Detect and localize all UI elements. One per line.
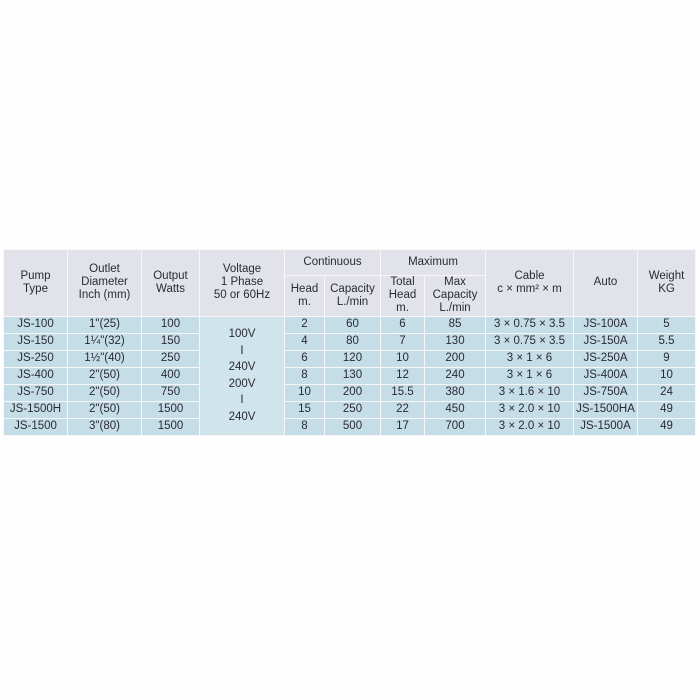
cell-total-head: 22 — [381, 401, 425, 418]
table-row — [4, 316, 696, 333]
cell-max-capacity: 240 — [425, 367, 486, 384]
cell-capacity: 130 — [325, 367, 381, 384]
cell-capacity: 250 — [325, 401, 381, 418]
cell-cable: 3 × 0.75 × 3.5 — [486, 316, 574, 333]
cell-total-head: 12 — [381, 367, 425, 384]
cell-auto: JS-1500A — [574, 418, 638, 435]
cell-head: 8 — [285, 418, 325, 435]
table-row — [4, 418, 696, 435]
cell-head: 4 — [285, 333, 325, 350]
cell-pump-type: JS-150 — [4, 333, 68, 350]
cell-outlet: 2"(50) — [68, 384, 142, 401]
cell-output-watts: 1500 — [142, 401, 200, 418]
table-row — [4, 401, 696, 418]
cell-total-head: 17 — [381, 418, 425, 435]
cell-capacity: 120 — [325, 350, 381, 367]
cell-head: 6 — [285, 350, 325, 367]
cell-pump-type: JS-750 — [4, 384, 68, 401]
cell-weight: 9 — [638, 350, 696, 367]
cell-auto: JS-400A — [574, 367, 638, 384]
header-weight: Weight KG — [638, 250, 696, 317]
cell-cable: 3 × 0.75 × 3.5 — [486, 333, 574, 350]
table-row — [4, 350, 696, 367]
cell-auto: JS-100A — [574, 316, 638, 333]
table-body — [4, 316, 696, 435]
cell-max-capacity: 85 — [425, 316, 486, 333]
cell-auto: JS-750A — [574, 384, 638, 401]
voltage-line: 240V — [228, 410, 256, 423]
cell-cable: 3 × 1 × 6 — [486, 350, 574, 367]
header-outlet: Outlet Diameter Inch (mm) — [68, 250, 142, 317]
header-pump-type: Pump Type — [4, 250, 68, 317]
cell-weight: 24 — [638, 384, 696, 401]
cell-total-head: 7 — [381, 333, 425, 350]
cell-voltage — [200, 316, 285, 435]
header-total-head: Total Head m. — [381, 276, 425, 317]
header-cable: Cable c × mm² × m — [486, 250, 574, 317]
cell-max-capacity: 200 — [425, 350, 486, 367]
pump-spec-table — [3, 249, 696, 436]
table-row — [4, 367, 696, 384]
header-output: Output Watts — [142, 250, 200, 317]
cell-head: 10 — [285, 384, 325, 401]
cell-weight: 5 — [638, 316, 696, 333]
cell-auto: JS-1500HA — [574, 401, 638, 418]
cell-output-watts: 1500 — [142, 418, 200, 435]
header-maximum: Maximum — [381, 250, 486, 276]
cell-head: 2 — [285, 316, 325, 333]
cell-max-capacity: 130 — [425, 333, 486, 350]
header-head: Head m. — [285, 276, 325, 317]
cell-max-capacity: 700 — [425, 418, 486, 435]
table-row — [4, 384, 696, 401]
cell-cable: 3 × 1 × 6 — [486, 367, 574, 384]
header-capacity: Capacity L./min — [325, 276, 381, 317]
header-continuous: Continuous — [285, 250, 381, 276]
cell-capacity: 500 — [325, 418, 381, 435]
table-row — [4, 333, 696, 350]
header-max-capacity: Max Capacity L./min — [425, 276, 486, 317]
cell-outlet: 2"(50) — [68, 401, 142, 418]
cell-pump-type: JS-400 — [4, 367, 68, 384]
cell-output-watts: 250 — [142, 350, 200, 367]
voltage-line: 200V — [228, 377, 256, 390]
cell-pump-type: JS-1500 — [4, 418, 68, 435]
cell-auto: JS-250A — [574, 350, 638, 367]
cell-pump-type: JS-1500H — [4, 401, 68, 418]
cell-weight: 5.5 — [638, 333, 696, 350]
voltage-line: I — [240, 344, 244, 357]
cell-capacity: 200 — [325, 384, 381, 401]
cell-max-capacity: 380 — [425, 384, 486, 401]
cell-weight: 49 — [638, 418, 696, 435]
cell-output-watts: 750 — [142, 384, 200, 401]
cell-outlet: 3"(80) — [68, 418, 142, 435]
cell-cable: 3 × 2.0 × 10 — [486, 401, 574, 418]
cell-output-watts: 100 — [142, 316, 200, 333]
cell-pump-type: JS-250 — [4, 350, 68, 367]
cell-max-capacity: 450 — [425, 401, 486, 418]
cell-outlet: 1¼"(32) — [68, 333, 142, 350]
cell-weight: 10 — [638, 367, 696, 384]
cell-output-watts: 400 — [142, 367, 200, 384]
cell-capacity: 80 — [325, 333, 381, 350]
cell-auto: JS-150A — [574, 333, 638, 350]
cell-total-head: 15.5 — [381, 384, 425, 401]
voltage-line: I — [240, 394, 244, 407]
cell-pump-type: JS-100 — [4, 316, 68, 333]
cell-capacity: 60 — [325, 316, 381, 333]
cell-output-watts: 150 — [142, 333, 200, 350]
cell-outlet: 2"(50) — [68, 367, 142, 384]
header-voltage: Voltage 1 Phase 50 or 60Hz — [200, 250, 285, 317]
cell-cable: 3 × 1.6 × 10 — [486, 384, 574, 401]
cell-total-head: 10 — [381, 350, 425, 367]
header-auto: Auto — [574, 250, 638, 317]
cell-total-head: 6 — [381, 316, 425, 333]
cell-head: 15 — [285, 401, 325, 418]
cell-head: 8 — [285, 367, 325, 384]
cell-weight: 49 — [638, 401, 696, 418]
voltage-line: 100V — [228, 328, 256, 341]
cell-outlet: 1½"(40) — [68, 350, 142, 367]
cell-outlet: 1"(25) — [68, 316, 142, 333]
cell-cable: 3 × 2.0 × 10 — [486, 418, 574, 435]
voltage-line: 240V — [228, 361, 256, 374]
